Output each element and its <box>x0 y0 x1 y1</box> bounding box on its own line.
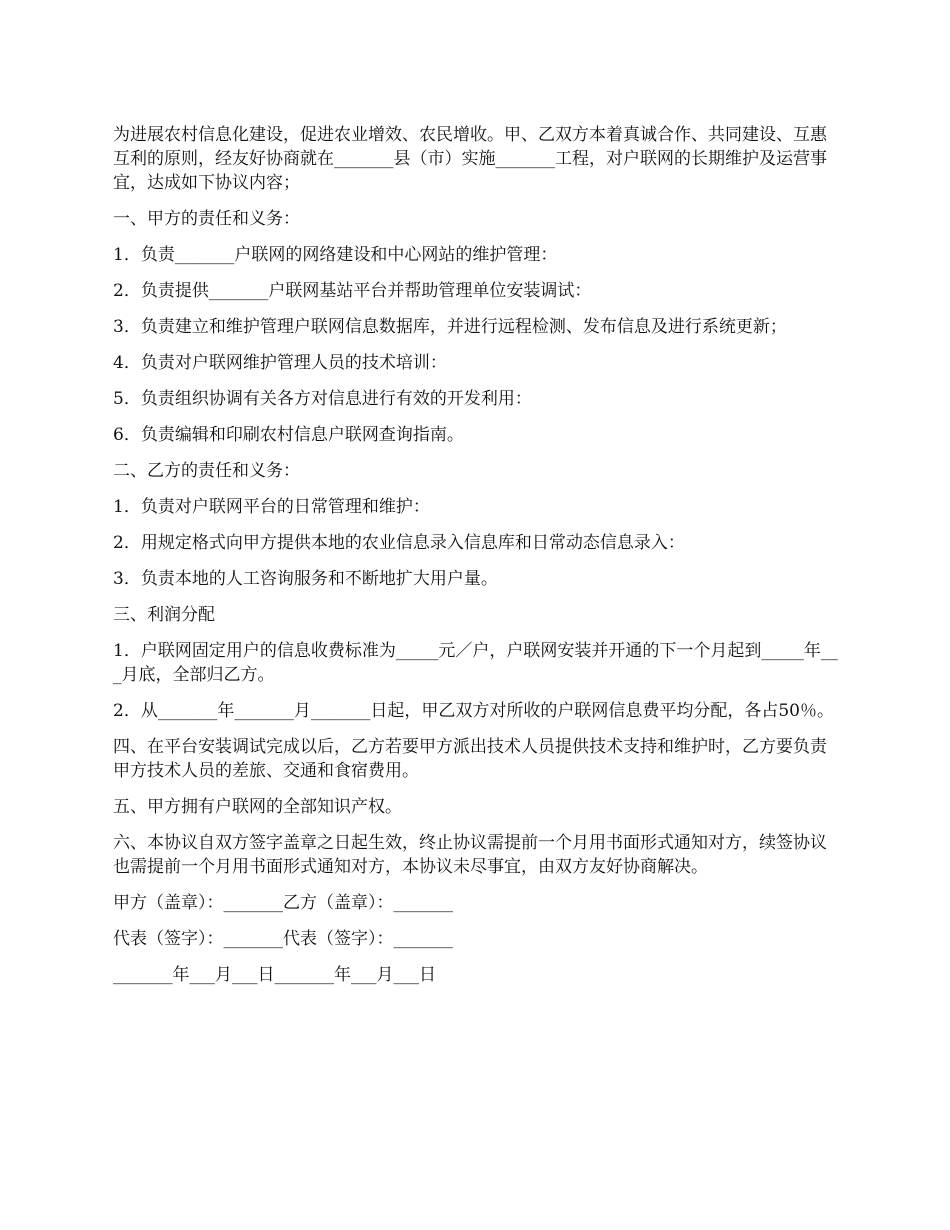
party-a-clause-1: 1．负责_______户联网的网络建设和中心网站的维护管理： <box>113 245 558 265</box>
section-heading-party-a: 一、甲方的责任和义务： <box>113 209 300 229</box>
section-heading-party-b: 二、乙方的责任和义务： <box>113 461 300 481</box>
party-b-clause-3: 3．负责本地的人工咨询服务和不断地扩大用户量。 <box>113 569 498 589</box>
signature-line: 代表（签字）：_______代表（签字）：_______ <box>113 929 453 949</box>
profit-clause-1: 1．户联网固定用户的信息收费标准为_____元／户，户联网安装并开通的下一个月起到_____年___月底，全部归乙方。 <box>113 641 838 685</box>
party-b-clause-1: 1．负责对户联网平台的日常管理和维护： <box>113 497 430 517</box>
section-heading-profit: 三、利润分配 <box>113 605 215 625</box>
profit-clause-2: 2．从_______年_______月_______日起，甲乙双方对所收的户联网信息费平均分配，各占50％。 <box>113 701 834 721</box>
seal-line: 甲方（盖章）：_______乙方（盖章）：_______ <box>113 893 453 913</box>
party-a-clause-6: 6．负责编辑和印刷农村信息户联网查询指南。 <box>113 425 464 445</box>
section-6-paragraph: 六、本协议自双方签字盖章之日起生效，终止协议需提前一个月用书面形式通知对方，续签协议也需提前一个月用书面形式通知对方，本协议未尽事宜，由双方友好协商解决。 <box>113 833 827 877</box>
party-a-clause-2: 2．负责提供_______户联网基站平台并帮助管理单位安装调试： <box>113 281 592 301</box>
party-a-clause-3: 3．负责建立和维护管理户联网信息数据库，并进行远程检测、发布信息及进行系统更新； <box>113 317 787 337</box>
section-5-paragraph: 五、甲方拥有户联网的全部知识产权。 <box>113 797 402 817</box>
document-body <box>113 123 843 999</box>
party-b-clause-2: 2．用规定格式向甲方提供本地的农业信息录入信息库和日常动态信息录入： <box>113 533 685 553</box>
party-a-clause-5: 5．负责组织协调有关各方对信息进行有效的开发利用： <box>113 389 532 409</box>
party-a-clause-4: 4．负责对户联网维护管理人员的技术培训： <box>113 353 447 373</box>
date-line: _______年___月___日_______年___月___日 <box>113 965 436 985</box>
section-4-paragraph: 四、在平台安装调试完成以后，乙方若要甲方派出技术人员提供技术支持和维护时，乙方要负责甲方技术人员的差旅、交通和食宿费用。 <box>113 737 827 781</box>
intro-paragraph: 为进展农村信息化建设，促进农业增效、农民增收。甲、乙双方本着真诚合作、共同建设、互惠互利的原则，经友好协商就在_______县（市）实施_______工程，对户联网的长期维护及运营事宜，达成如下协议内容； <box>113 125 827 193</box>
